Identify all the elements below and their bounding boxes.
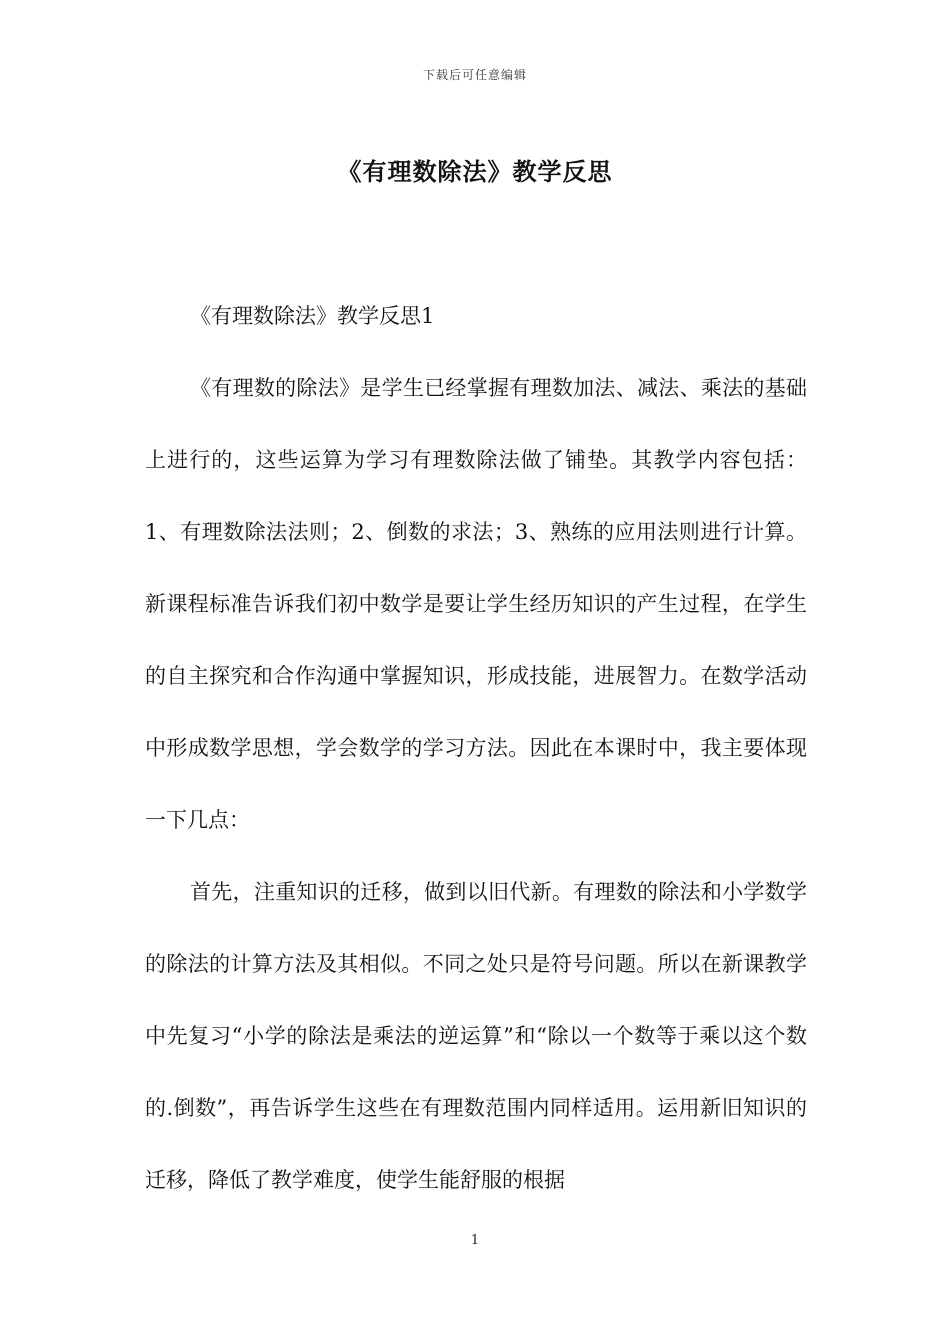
document-title: 《有理数除法》教学反思 [337, 157, 613, 186]
document-body [145, 280, 807, 1216]
paragraph-2: 首先，注重知识的迁移，做到以旧代新。有理数的除法和小学数学的除法的计算方法及其相似。不同之处只是符号问题。所以在新课教学中先复习“小学的除法是乘法的逆运算”和“除以一个数等于乘以这个数的.倒数”，再告诉学生这些在有理数范围内同样适用。运用新旧知识的迁移，降低了教学难度，使学生能舒服的根据 [145, 880, 807, 1192]
paragraph-1: 《有理数的除法》是学生已经掌握有理数加法、减法、乘法的基础上进行的，这些运算为学习有理数除法做了铺垫。其教学内容包括：1、有理数除法法则；2、倒数的求法；3、熟练的应用法则进行计算。新课程标准告诉我们初中数学是要让学生经历知识的产生过程，在学生的自主探究和合作沟通中掌握知识，形成技能，进展智力。在数学活动中形成数学思想，学会数学的学习方法。因此在本课时中，我主要体现一下几点： [145, 376, 807, 832]
section-heading: 《有理数除法》教学反思1 [190, 304, 435, 328]
header-note: 下载后可任意编辑 [422, 68, 527, 82]
page-number: 1 [470, 1233, 480, 1248]
